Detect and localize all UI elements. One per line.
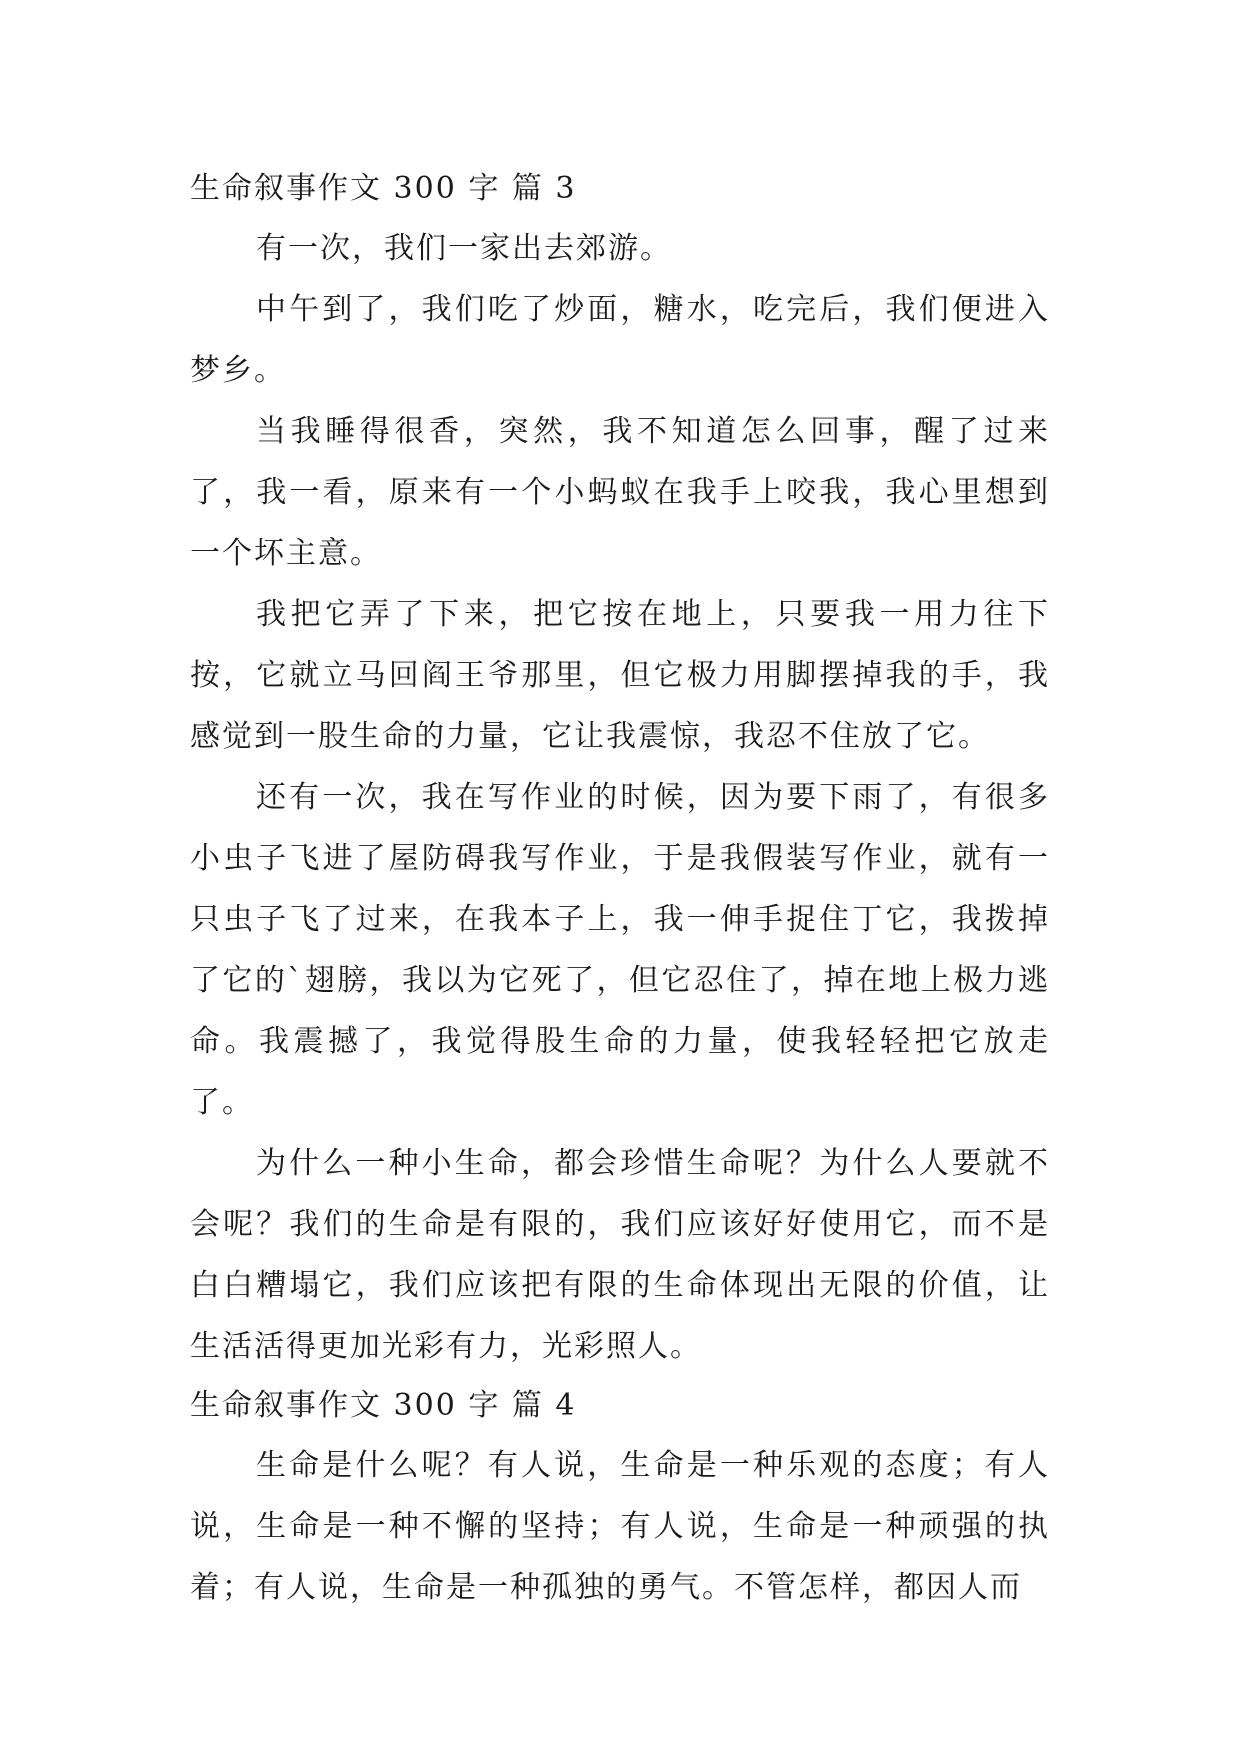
paragraph-outing: 有一次，我们一家出去郊游。	[256, 231, 672, 266]
section-heading-3: 生命叙事作文 300 字 篇 3	[190, 171, 577, 206]
document-body	[190, 160, 1050, 1618]
paragraph-noon: 中午到了，我们吃了炒面，糖水，吃完后，我们便进入梦乡。	[190, 292, 1050, 388]
paragraph-reflection: 为什么一种小生命，都会珍惜生命呢？为什么人要就不会呢？我们的生命是有限的，我们应该好好使用它，而不是白白糟塌它，我们应该把有限的生命体现出无限的价值，让生活活得更加光彩有力，光彩照人。	[190, 1146, 1050, 1364]
paragraph-ant-release: 我把它弄了下来，把它按在地上，只要我一用力往下按，它就立马回阎王爷那里，但它极力用脚摆掉我的手，我感觉到一股生命的力量，它让我震惊，我忍不住放了它。	[190, 597, 1050, 754]
section-heading-4: 生命叙事作文 300 字 篇 4	[190, 1388, 577, 1423]
paragraph-what-is-life: 生命是什么呢？有人说，生命是一种乐观的态度；有人说，生命是一种不懈的坚持；有人说，生命是一种顽强的执着；有人说，生命是一种孤独的勇气。不管怎样，都因人而	[190, 1448, 1050, 1605]
paragraph-insect: 还有一次，我在写作业的时候，因为要下雨了，有很多小虫子飞进了屋防碍我写作业，于是我假装写作业，就有一只虫子飞了过来，在我本子上，我一伸手捉住丁它，我拨掉了它的`翅膀，我以为它死了，但它忍住了，掉在地上极力逃命。我震撼了，我觉得股生命的力量，使我轻轻把它放走了。	[190, 780, 1050, 1120]
paragraph-ant-bite: 当我睡得很香，突然，我不知道怎么回事，醒了过来了，我一看，原来有一个小蚂蚁在我手上咬我，我心里想到一个坏主意。	[190, 414, 1050, 571]
